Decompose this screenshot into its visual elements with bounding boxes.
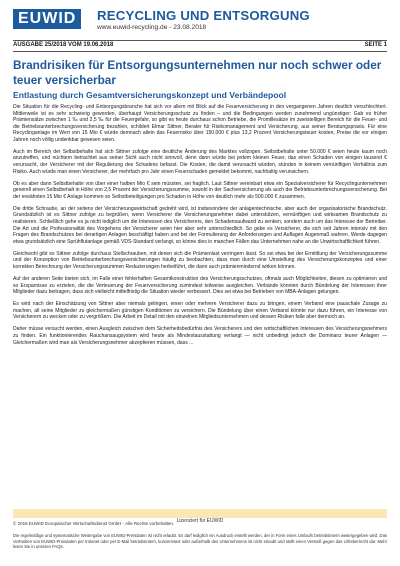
- article-paragraph: Gleichwohl gibt es Sittner zufolge durchaus Stellschrauben, mit denen sich die Prämienlast verringern lässt. So sei etwa bei der Ermittlung der Versicherungssumme und der Konzeption von Betriebsunterbrechungsversicherungen häufig zu beobachten, dass man durch eine Umstellung des Versicherungskonzeptes und einer korrekten Berechnung der Versicherungssummen Reduzierungen herbeiführt, die dann auch prämienmindernd wirken können.: [13, 250, 387, 270]
- usage-note-text: Die regelmäßige und systematische Weitergabe von EUWID-Preisdaten ist nicht erlaubt. Es darf lediglich ein Ausdruck erstellt werden, der in Form eines Umlaufs betriebsintern weitergegeben wird. Das Vertreiben von EUWID-Preisdaten per Intranet oder per E-Mail betriebsintern, konzernweit oder außerhalb des Unternehmens ist nicht erlaubt und stellt einen Verstoß gegen das Urheberrecht dar. Mehr lesen Sie in unseren FAQs.: [13, 533, 387, 550]
- article-paragraph: Auch im Bereich der Selbstbehalte hat sich Sittner zufolge eine deutliche Änderung des Marktes vollzogen. Selbstbehalte unter 50.000 € seien heute kaum noch anzutreffen, und nüchtern betrachtet aus seiner Sicht auch nicht sinnvoll, denn dann würde bei jedem kleinen Feuer, das einen Schaden von einigen tausend € verursacht, der Versicherer mit der Regulierung des Schadens befasst. Die Kosten, die damit verursacht würden, stünden in keinem vernünftigen Verhältnis zum Risiko. Auch würde man einen Versicherer, der mehrfach pro Jahr einen Feuerschaden gemeldet bekommt, nachhaltig verunsichern.: [13, 148, 387, 175]
- article-headline: Brandrisiken für Entsorgungsunternehmen nur noch schwer oder teuer versicherbar: [13, 58, 382, 87]
- masthead: [13, 8, 387, 36]
- article-body: [13, 104, 387, 352]
- usage-note: [13, 533, 387, 550]
- euwid-logo[interactable]: EUWID: [13, 9, 81, 29]
- copyright-notice: © 2018 EUWID Europäischer Wirtschaftsdienst GmbH - Alle Rechte vorbehalten.: [13, 521, 175, 526]
- article-paragraph: Die dritte Schraube, an der seitens der Versicherungswirtschaft gedreht wird, ist insbesondere der anlagentechnische, aber auch der organisatorische Brandschutz. Grundsätzlich ist es Sittner zufolge zu begrüßen, wenn Versicherer die Versicherungsnehmer dabei unterstützen, vernünftigen und wirksamen Brandschutz zu realisieren. Schließlich gehe es ja nicht lediglich um die Interessen des Versicherers, den Schadensaufwand zu senken, sondern auch um das Interesse der Betreiber. Die Art und die Professionalität des Vorgehens der Versicherer seien hier aber sehr unterschiedlich. So gebe es Versicherer, die sich seit Jahren intensiv mit den Fragen des Brandschutzes bei derartigen Anlagen beschäftigt haben und bei der Formulierung der Anforderungen und Auflagen Augenmaß wahren. Werde dagegen etwa grundsätzlich eine Sprühflutanlage gemäß VDS-Standard verlangt, so könne dies in manchen Fällen das Unternehmen nahe an die Unwirtschaftlichkeit führen.: [13, 205, 387, 245]
- issue-info: AUSGABE 25/2018 VOM 19.06.2018: [13, 42, 114, 48]
- article-subheadline: Entlastung durch Gesamtversicherungskonzept und Verbändepool: [13, 90, 287, 100]
- issue-bar: [13, 40, 387, 52]
- license-text: Lizenziert für EUWID: [176, 518, 224, 524]
- article-paragraph: Ob es aber dann Selbstbehalte von über einer halben Mio € sein müssten, sei fraglich. Laut Sittner vereinbart etwa ein Spezialversicherer für Recyclingunternehmen generell einen Selbstbehalt in Höhe von 2,5 Prozent der Versicherungssumme, sowohl in der Sachversicherung als auch der Betriebsunterbrechungsversicherung. Bei der erwähnten 15 Mio € Anlage kommen so Selbstbeteiligungen pro Schaden in Höhe von deutlich mehr als 500.000 € zusammen.: [13, 180, 387, 200]
- article-paragraph: Auf der anderen Seite bieten sich, im Falle einer fehlerhaften Gesamtkonstruktion des Versicherungsschutzes, oftmals auch Möglichkeiten, diesen zu optimieren und so Ersparnisse zu erzielen, die die Verteuerung der Feuerversicherung zumindest teilweise ausgleichen. Verbände könnten durch Bündelung der Interessen ihrer Mitglieder dazu beitragen, dass sich vielleicht mittelfristig die Situation wieder verbessert. Dies sei etwa bei Betrieben von MBA-Anlagen gelungen.: [13, 276, 387, 296]
- publication-title: RECYCLING UND ENTSORGUNG: [97, 8, 310, 23]
- article-paragraph: Es wird nach der Einschätzung von Sittner aber niemals gelingen, einen oder mehrere Versicherer dazu zu bringen, einem Verband eine pauschale Zusage zu machen, all seine Mitglieder zu gleichermaßen günstigen Konditionen zu versichern. Die Bündelung über einen Verband könnte nur dazu führen, ein Interesse von Versicherern zu wecken oder zu vergrößern. Die Arbeit im Detail mit den einzelnen Mitgliedsunternehmen und dessen Risiken falle aber dennoch an.: [13, 301, 387, 321]
- page-number: SEITE 1: [364, 42, 387, 48]
- article-paragraph: Daher müsse versucht werden, einen Ausgleich zwischen dem Sicherheitsbedürfnis des Versicherers und den wirtschaftlichen Interessen des Versicherungsnehmers zu finden. Ein funktionierendes Rauchansaugsystem wird heute als Mindestausstattung verlangt — nicht unbedingt jedoch die Dominanz teurer Anlagen — Gleichermaßen wird man als Versicherungsnehmer akzeptieren müssen, dass ...: [13, 326, 387, 346]
- publication-subtitle: www.euwid-recycling.de - 23.08.2018: [97, 24, 207, 31]
- article-paragraph: Die Situation für die Recycling- und Entsorgungsbranche hat sich vor allem mit Blick auf die Feuerversicherung in den vergangenen Jahren deutlich verschlechtert. Mittlerweile ist es sehr schwierig geworden, überhaupt Versicherungsschutz zu finden – und die Bedingungen werden zunehmend ungünstiger: Gab es früher Prämiensätze zwischen 1 ‰ und 2,5 ‰ für die Feuergefahr, so gibt es heute durchaus schon Betriebe, die Promillesätze im zweistelligen Bereich für die Feuer- und die Betriebsunterbrechungsversicherung bezahlen, schildert Elmar Sittner, Berater für Risikomanagement und Versicherung, aus seiner Beratungspraxis. Für eine Recyclinganlage im Wert von 15 Mio € würde demnach allein das Feuerrisiko über 150.000 € plus 13,2 Prozent Versicherungsteuer kosten, Preise die vor einigen Jahren noch völlig undenkbar gewesen seien.: [13, 104, 387, 143]
